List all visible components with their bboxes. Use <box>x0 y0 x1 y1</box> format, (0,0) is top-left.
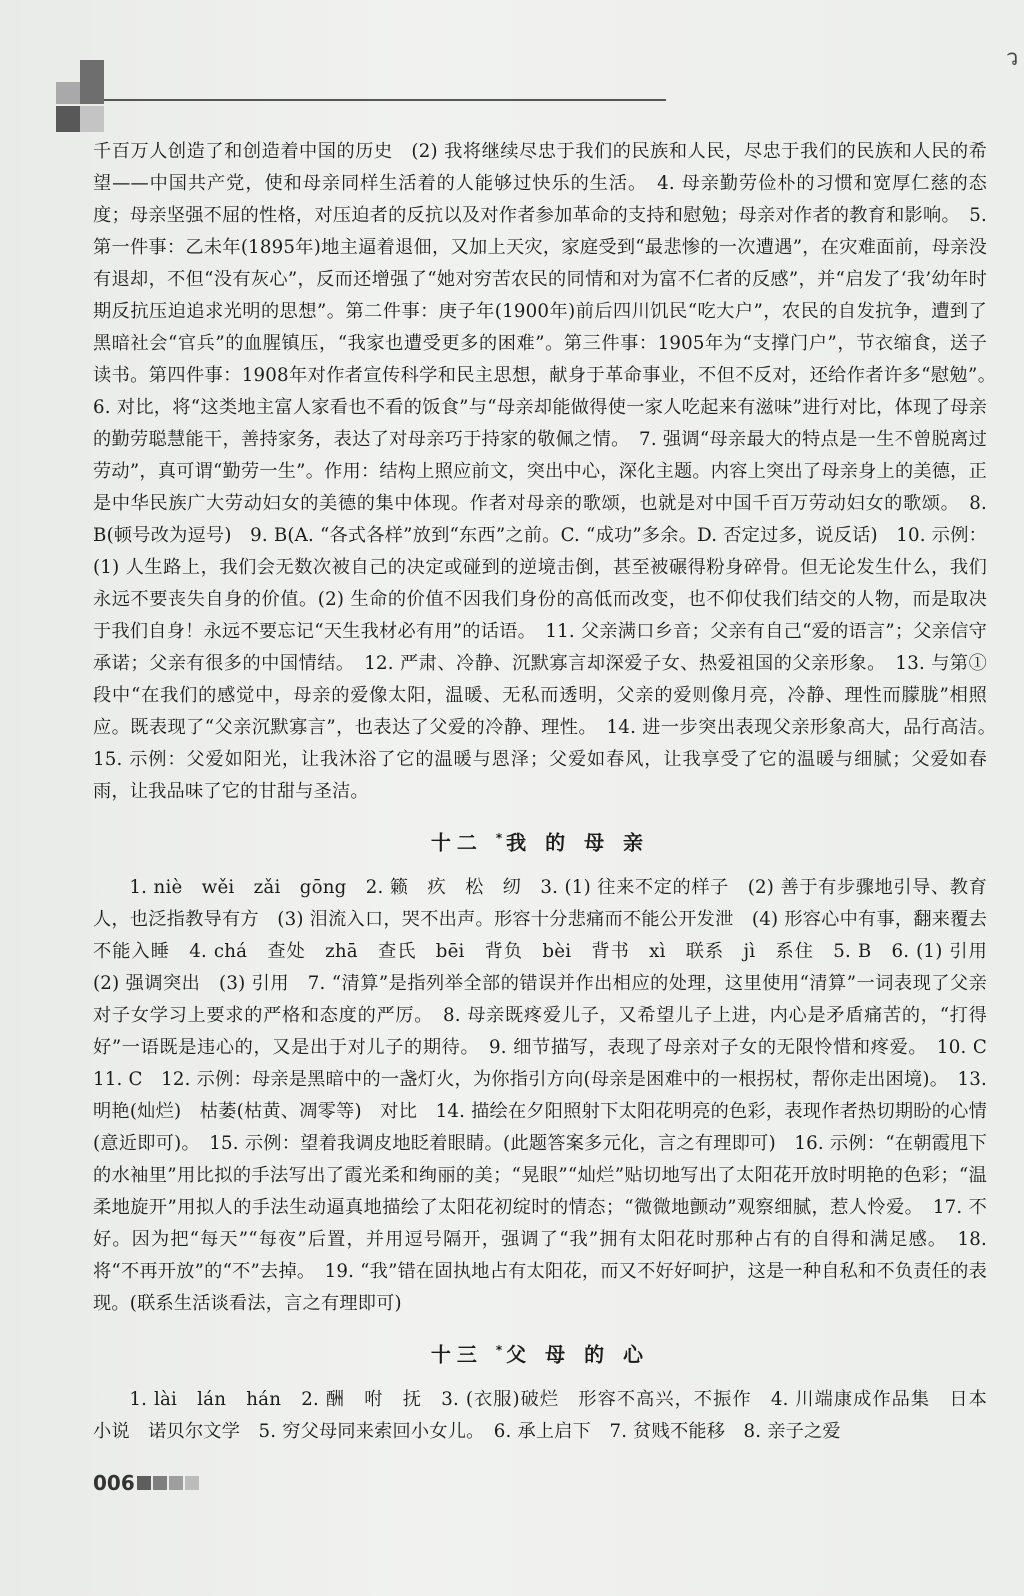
section-number: 十二 <box>430 830 483 855</box>
corner-decoration <box>56 60 104 132</box>
section-number: 十三 <box>430 1342 483 1367</box>
footer-decoration <box>137 1476 199 1490</box>
section-heading: 父 母 的 心 <box>506 1342 650 1367</box>
section-heading: 我 的 母 亲 <box>506 830 650 855</box>
header-rule <box>104 99 666 101</box>
answer-content <box>93 136 1006 1448</box>
answer-paragraph-continuation: 千百万人创造了和创造着中国的历史 (2) 我将继续尽忠于我们的民族和人民，尽忠于我们的民族和人民的希望——中国共产党，使和母亲同样生活着的人能够过快乐的生活。 4. 母亲勤劳俭朴的习惯和宽厚仁慈的态度；母亲坚强不屈的性格，对压迫者的反抗以及对作者参加革命的支持和慰勉；母亲对作者的教育和影响。 5. 第一件事：乙未年(1895年)地主逼着退佃，又加上天灾，家庭受到“最悲惨的一次遭遇”，在灾难面前，母亲没有退却，不但“没有灰心”，反而还增强了“她对穷苦农民的同情和对为富不仁者的反感”，并“启发了‘我’幼年时期反抗压迫追求光明的思想”。第二件事：庚子年(1900年)前后四川饥民“吃大户”，农民的自发抗争，遭到了黑暗社会“官兵”的血腥镇压，“我家也遭受更多的困难”。第三件事：1905年为“支撑门户”，节衣缩食，送子读书。第四件事：1908年对作者宣传科学和民主思想，献身于革命事业，不但不反对，还给作者许多“慰勉”。 6. 对比，将“这类地主富人家看也不看的饭食”与“母亲却能做得使一家人吃起来有滋味”进行对比，体现了母亲的勤劳聪慧能干，善持家务，表达了对母亲巧于持家的敬佩之情。 7. 强调“母亲最大的特点是一生不曾脱离过劳动”，真可谓“勤劳一生”。作用：结构上照应前文，突出中心，深化主题。内容上突出了母亲身上的美德，正是中华民族广大劳动妇女的美德的集中体现。作者对母亲的歌颂，也就是对中国千百万劳动妇女的歌颂。 8. B(顿号改为逗号) 9. B(A. “各式各样”放到“东西”之前。C. “成功”多余。D. 否定过多，说反话) 10. 示例：(1) 人生路上，我们会无数次被自己的决定或碰到的逆境击倒，甚至被碾得粉身碎骨。但无论发生什么，我们永远不要丧失自身的价值。(2) 生命的价值不因我们身份的高低而改变，也不仰仗我们结交的人物，而是取决于我们自身！永远不要忘记“天生我材必有用”的话语。 11. 父亲满口乡音；父亲有自己“爱的语言”；父亲信守承诺；父亲有很多的中国情结。 12. 严肃、冷静、沉默寡言却深爱子女、热爱祖国的父亲形象。 13. 与第①段中“在我们的感觉中，母亲的爱像太阳，温暖、无私而透明，父亲的爱则像月亮，冷静、理性而朦胧”相照应。既表现了“父亲沉默寡言”，也表达了父爱的冷静、理性。 14. 进一步突出表现父亲形象高大，品行高洁。 15. 示例：父爱如阳光，让我沐浴了它的温暖与恩泽；父爱如春风，让我享受了它的温暖与细腻；父爱如春雨，让我品味了它的甘甜与圣洁。 <box>93 141 1006 802</box>
star-mark: * <box>495 1343 503 1357</box>
section-13-answers: 1. lài lán hán 2. 酬 咐 抚 3. (衣服)破烂 形容不高兴，不振作 4. 川端康成作品集 日本 小说 诺贝尔文学 5. 穷父母同来索回小女儿。 6. 承上启下 7. 贫贱不能移 8. 亲子之爱 <box>93 1389 1006 1442</box>
page-number: 006 <box>93 1471 135 1495</box>
section-title-12 <box>93 818 987 858</box>
section-title-13 <box>93 1330 987 1370</box>
section-12-answers: 1. niè wěi zǎi gōng 2. 籁 疚 松 纫 3. (1) 往来不定的样子 (2) 善于有步骤地引导、教育人，也泛指教导有方 (3) 泪流入口，哭不出声。形容十分悲痛而不能公开发泄 (4) 形容心中有事，翻来覆去不能入睡 4. chá 查处 zhā 查氏 bēi 背负 bèi 背书 xì 联系 jì 系住 5. B 6. (1) 引用 (2) 强调突出 (3) 引用 7. “清算”是指列举全部的错误并作出相应的处理，这里使用“清算”一词表现了父亲对子女学习上要求的严格和态度的严厉。 8. 母亲既疼爱儿子，又希望儿子上进，内心是矛盾痛苦的，“打得好”一语既是违心的，又是出于对儿子的期待。 9. 细节描写，表现了母亲对子女的无限怜惜和疼爱。 10. C 11. C 12. 示例：母亲是黑暗中的一盏灯火，为你指引方向(母亲是困难中的一根拐杖，帮你走出困境)。 13. 明艳(灿烂) 枯萎(枯黄、凋零等) 对比 14. 描绘在夕阳照射下太阳花明亮的色彩，表现作者热切期盼的心情(意近即可)。 15. 示例：望着我调皮地眨着眼睛。(此题答案多元化，言之有理即可) 16. 示例：“在朝霞甩下的水袖里”用比拟的手法写出了霞光柔和绚丽的美；“晃眼”“灿烂”贴切地写出了太阳花开放时明艳的色彩；“温柔地旋开”用拟人的手法生动逼真地描绘了太阳花初绽时的情态；“微微地颤动”观察细腻，惹人怜爱。 17. 不好。因为把“每天”“每夜”后置，并用逗号隔开，强调了“我”拥有太阳花时那种占有的自得和满足感。 18. 将“不再开放”的“不”去掉。 19. “我”错在固执地占有太阳花，而又不好好呵护，这是一种自私和不负责任的表现。(联系生活谈看法，言之有理即可) <box>93 877 1006 1314</box>
star-mark: * <box>495 831 503 845</box>
page-footer <box>93 1470 199 1496</box>
page-edge-mark: ว <box>1006 46 1019 71</box>
